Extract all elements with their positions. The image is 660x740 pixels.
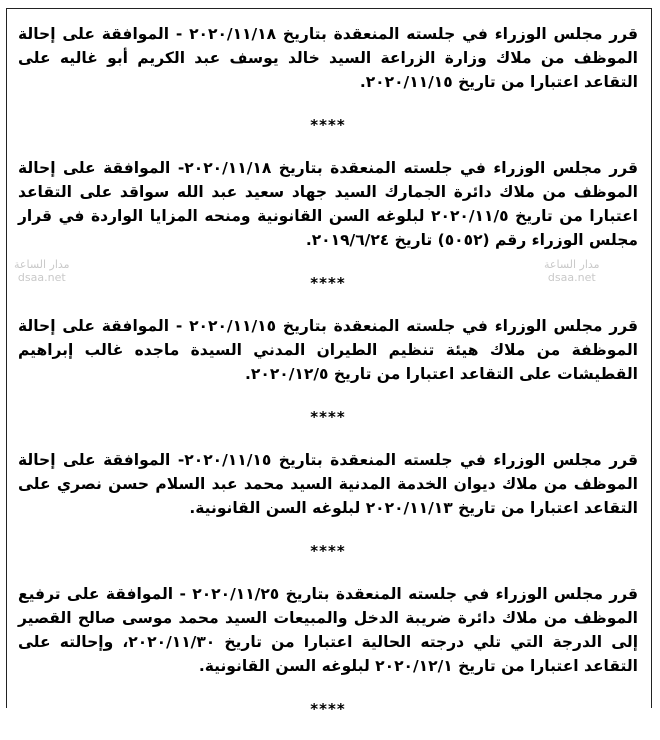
watermark-left (14, 258, 70, 284)
decision-paragraph-1: قرر مجلس الوزراء في جلسته المنعقدة بتاريخ ٢٠٢٠/١١/١٨ - الموافقة على إحالة الموظف من ملاك وزارة الزراعة السيد خالد يوسف عبد الكريم أبو غاليه على التقاعد اعتبارا من تاريخ ٢٠٢٠/١١/١٥. (18, 25, 639, 91)
decision-paragraph-5: قرر مجلس الوزراء في جلسته المنعقدة بتاريخ ٢٠٢٠/١١/٢٥ - الموافقة على ترفيع الموظف من ملاك دائرة ضريبة الدخل والمبيعات السيد محمد موسى صالح القصير إلى الدرجة التي تلي درجته الحالية اعتبارا من تاريخ ٢٠٢٠/١١/٣٠، وإحالته على التقاعد اعتبارا من تاريخ ٢٠٢٠/١٢/١ لبلوغه السن القانونية. (18, 585, 639, 675)
separator-5: **** (310, 700, 346, 718)
watermark-url: dsaa.net (547, 271, 596, 284)
document-body (18, 22, 638, 740)
watermark-url: dsaa.net (17, 271, 66, 284)
watermark-name: مدار الساعة (544, 258, 600, 271)
separator-1: **** (310, 116, 346, 134)
decision-paragraph-4: قرر مجلس الوزراء في جلسته المنعقدة بتاريخ ٢٠٢٠/١١/١٥- الموافقة على إحالة الموظف من ملاك ديوان الخدمة المدنية السيد محمد عبد السلام حسن نصري على التقاعد اعتبارا من تاريخ ٢٠٢٠/١١/١٣ لبلوغه السن القانونية. (18, 451, 638, 517)
separator-3: **** (310, 408, 346, 426)
watermark-right (544, 258, 600, 284)
decision-paragraph-3: قرر مجلس الوزراء في جلسته المنعقدة بتاريخ ٢٠٢٠/١١/١٥ - الموافقة على إحالة الموظفة من ملاك هيئة تنظيم الطيران المدني السيدة ماجده غالب إبراهيم القطيشات على التقاعد اعتبارا من تاريخ ٢٠٢٠/١٢/٥. (18, 317, 639, 383)
separator-2: **** (310, 274, 346, 292)
decision-paragraph-2: قرر مجلس الوزراء في جلسته المنعقدة بتاريخ ٢٠٢٠/١١/١٨- الموافقة على إحالة الموظف من ملاك دائرة الجمارك السيد جهاد سعيد عبد الله سواقد على التقاعد اعتبارا من تاريخ ٢٠٢٠/١١/٥ لبلوغه السن القانونية ومنحه المزايا الواردة في قرار مجلس الوزراء رقم (٥٠٥٢) تاريخ ٢٠١٩/٦/٢٤. (18, 159, 638, 249)
watermark-name: مدار الساعة (14, 258, 70, 271)
separator-4: **** (310, 542, 346, 560)
